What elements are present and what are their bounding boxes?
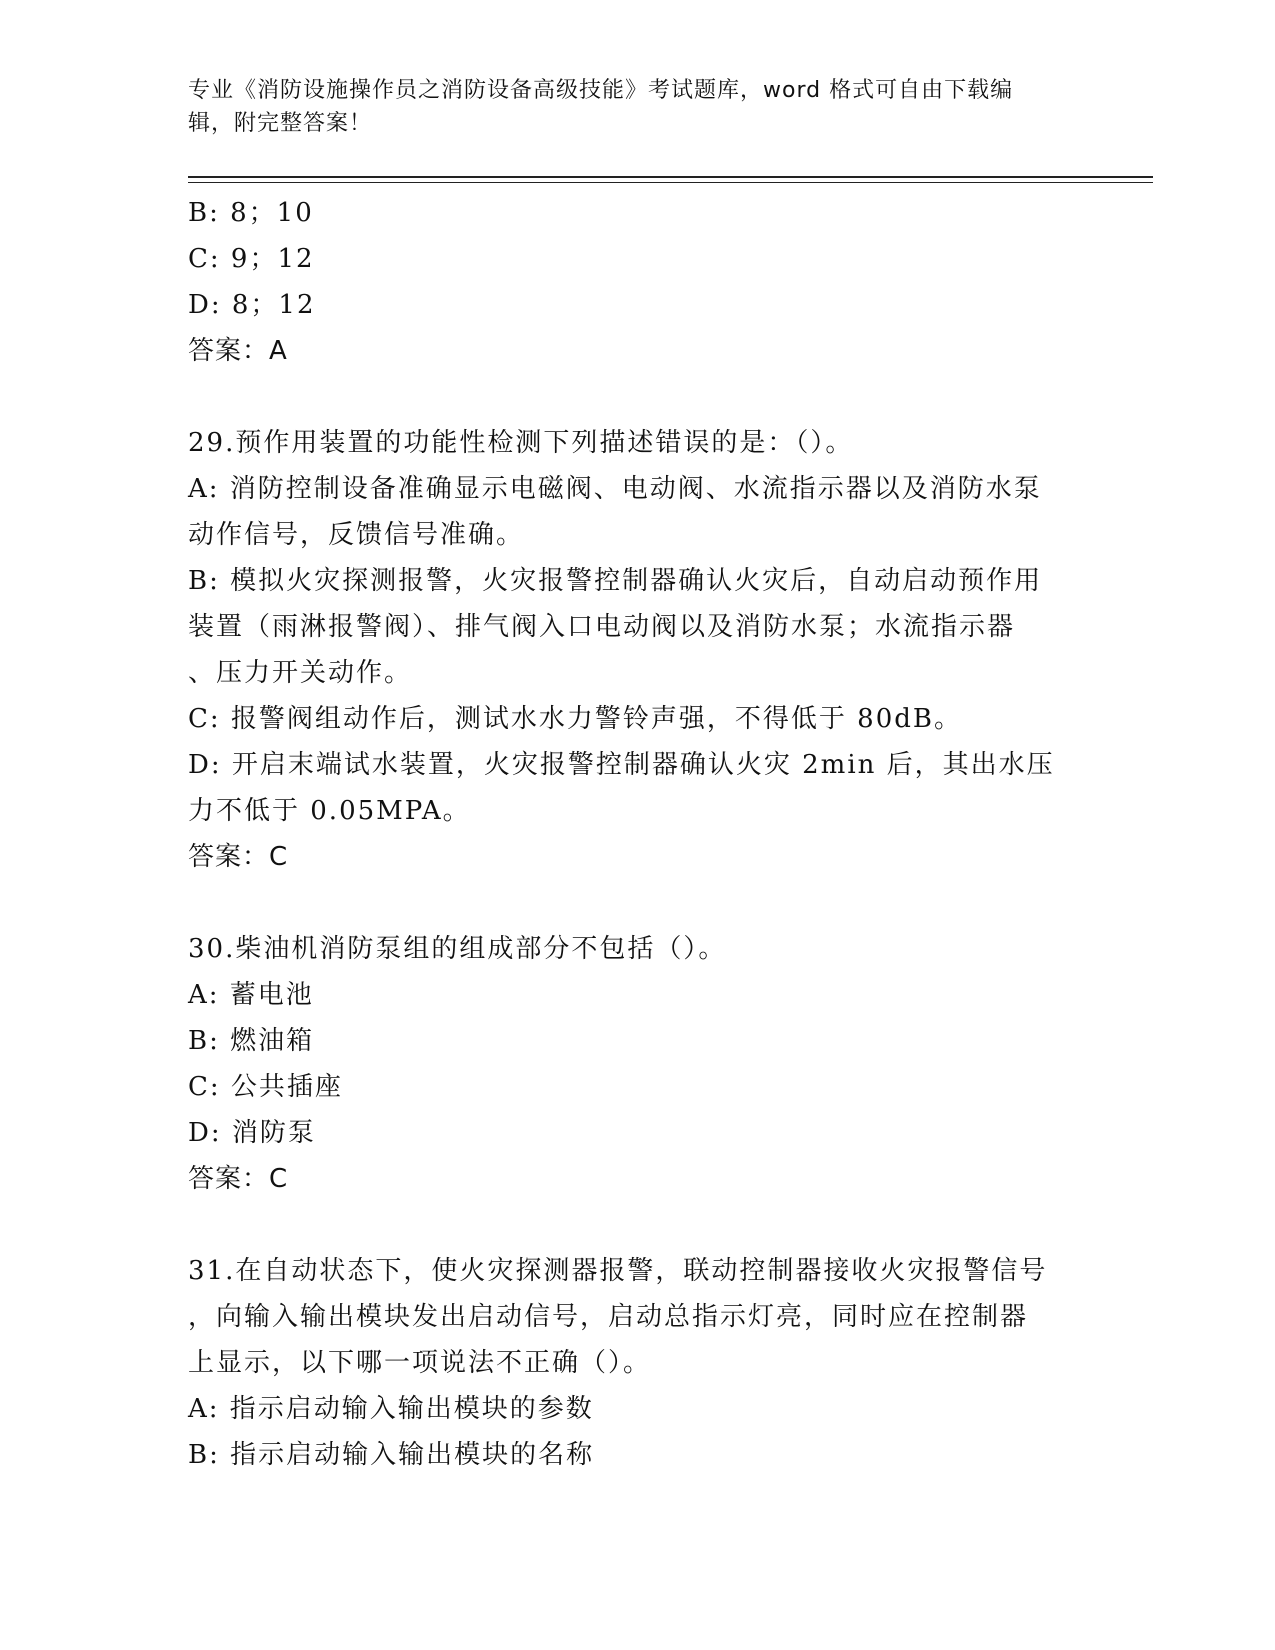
header-divider-thin	[188, 182, 1153, 183]
option-b: B: 8；10	[188, 198, 314, 228]
answer: 答案：C	[188, 1164, 289, 1194]
header-line-2: 辑，附完整答案！	[188, 111, 373, 136]
question-text: 30.柴油机消防泵组的组成部分不包括（）。	[188, 934, 727, 964]
question-31	[188, 1248, 1088, 1478]
option-c: C: 公共插座	[188, 1072, 343, 1102]
question-text-continued: 上显示，以下哪一项说法不正确（）。	[188, 1348, 652, 1378]
option-b-continued: 装置（雨淋报警阀）、排气阀入口电动阀以及消防水泵；水流指示器	[188, 612, 1016, 642]
option-b-continued: 、压力开关动作。	[188, 658, 413, 688]
option-d: D: 开启末端试水装置，火灾报警控制器确认火灾 2min 后，其出水压	[188, 750, 1055, 780]
question-text: 29.预作用装置的功能性检测下列描述错误的是：（）。	[188, 428, 854, 458]
option-a: A: 消防控制设备准确显示电磁阀、电动阀、水流指示器以及消防水泵	[188, 474, 1042, 504]
question-29	[188, 420, 1088, 880]
option-b: B: 模拟火灾探测报警，火灾报警控制器确认火灾后，自动启动预作用	[188, 566, 1043, 596]
option-c: C: 9；12	[188, 244, 315, 274]
question-text: 31.在自动状态下，使火灾探测器报警，联动控制器接收火灾报警信号	[188, 1256, 1048, 1286]
option-b: B: 指示启动输入输出模块的名称	[188, 1440, 595, 1470]
page-header	[188, 74, 1068, 140]
option-a: A: 蓄电池	[188, 980, 314, 1010]
option-a-continued: 动作信号，反馈信号准确。	[188, 520, 525, 550]
option-a: A: 指示启动输入输出模块的参数	[188, 1394, 594, 1424]
question-text-continued: ，向输入输出模块发出启动信号，启动总指示灯亮，同时应在控制器	[188, 1302, 1029, 1332]
option-b: B: 燃油箱	[188, 1026, 315, 1056]
option-d: D: 消防泵	[188, 1118, 316, 1148]
header-divider-thick	[188, 176, 1153, 178]
question-30	[188, 926, 1088, 1202]
option-d-continued: 力不低于 0.05MPA。	[188, 796, 471, 826]
question-content	[188, 190, 1088, 1478]
option-c: C: 报警阀组动作后，测试水水力警铃声强，不得低于 80dB。	[188, 704, 963, 734]
header-line-1: 专业《消防设施操作员之消防设备高级技能》考试题库，word 格式可自由下载编	[188, 78, 1014, 103]
answer: 答案：A	[188, 336, 288, 366]
question-28-tail	[188, 190, 1088, 374]
answer: 答案：C	[188, 842, 289, 872]
option-d: D: 8；12	[188, 290, 316, 320]
